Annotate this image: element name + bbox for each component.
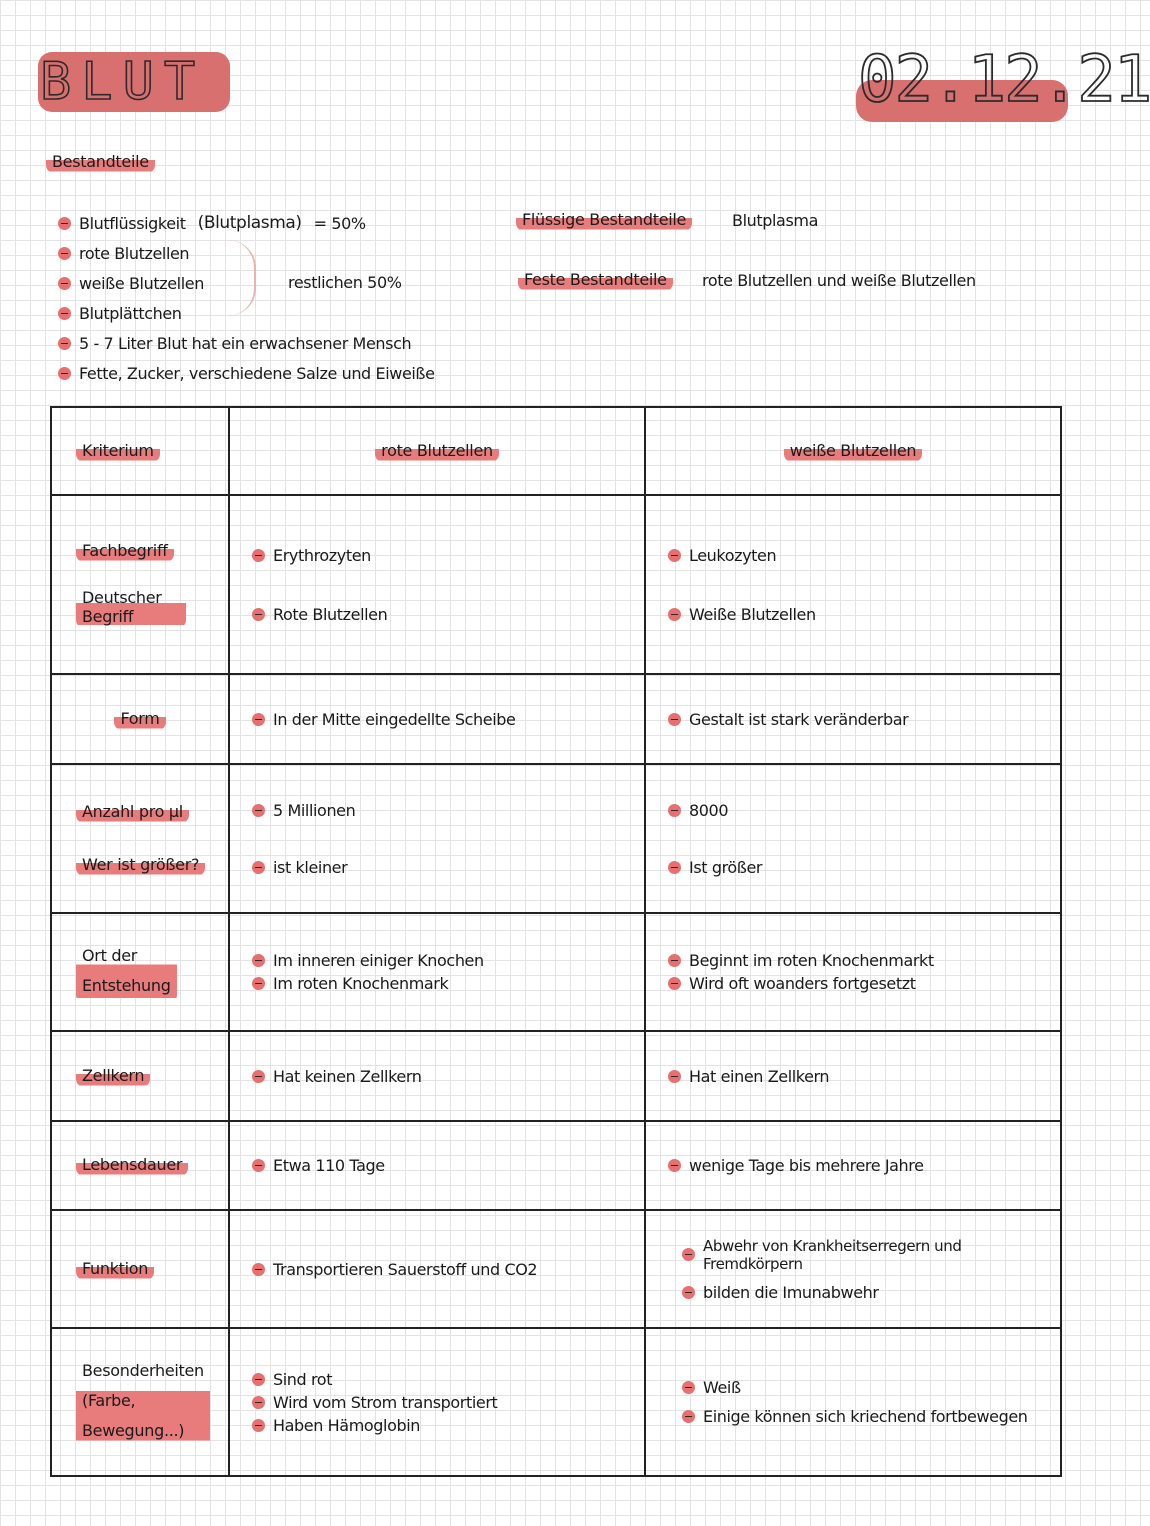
bullet-icon [668, 549, 681, 562]
red-cell: Erythrozyten Rote Blutzellen [229, 495, 645, 674]
list-item: 5 - 7 Liter Blut hat ein erwachsener Mensch [58, 328, 435, 358]
solid-label: Feste Bestandteile [518, 270, 673, 291]
header-criterion: Kriterium [51, 407, 229, 495]
list-item: Fette, Zucker, verschiedene Salze und Eiweiße [58, 358, 435, 388]
bullet-icon [58, 247, 71, 260]
white-cell: Gestalt ist stark veränderbar [645, 674, 1061, 764]
white-cell: Beginnt im roten Knochenmarkt Wird oft woanders fortgesetzt [645, 913, 1061, 1031]
bullet-icon [682, 1410, 695, 1423]
criterion-cell: Lebensdauer [51, 1121, 229, 1210]
table-header-row [51, 407, 1061, 495]
plasma-note: (Blutplasma) [197, 213, 302, 233]
criterion-cell: Besonderheiten (Farbe, Bewegung...) [51, 1328, 229, 1476]
bullet-icon [252, 713, 265, 726]
section-heading: Bestandteile [46, 152, 155, 173]
red-cell: 5 Millionen ist kleiner [229, 764, 645, 913]
white-cell: Leukozyten Weiße Blutzellen [645, 495, 1061, 674]
white-cell: Hat einen Zellkern [645, 1031, 1061, 1121]
bullet-icon [682, 1381, 695, 1394]
red-cell: Transportieren Sauerstoff und CO2 [229, 1210, 645, 1328]
bullet-icon [58, 307, 71, 320]
bullet-icon [252, 549, 265, 562]
criterion-cell: Anzahl pro µl Wer ist größer? [51, 764, 229, 913]
criterion-cell: Form [51, 674, 229, 764]
liquid-label: Flüssige Bestandteile [516, 210, 692, 231]
criterion-cell: Zellkern [51, 1031, 229, 1121]
bullet-icon [252, 977, 265, 990]
rest-label: restlichen 50% [288, 273, 402, 292]
liquid-value: Blutplasma [732, 211, 818, 230]
red-cell: Im inneren einiger Knochen Im roten Knochenmark [229, 913, 645, 1031]
bullet-icon [252, 1263, 265, 1276]
bullet-icon [668, 1070, 681, 1083]
bullet-icon [668, 804, 681, 817]
bullet-icon [252, 1070, 265, 1083]
table-row [51, 1328, 1061, 1476]
white-cell: Abwehr von Krankheitserregern und Fremdkörpern bilden die Imunabwehr [645, 1210, 1061, 1328]
table-row [51, 1121, 1061, 1210]
table-row [51, 764, 1061, 913]
criterion-cell: Fachbegriff Deutscher Begriff [51, 495, 229, 674]
bullet-icon [252, 608, 265, 621]
page-title: BLUT [40, 52, 206, 112]
red-cell: Sind rot Wird vom Strom transportiert Haben Hämoglobin [229, 1328, 645, 1476]
red-cell: In der Mitte eingedellte Scheibe [229, 674, 645, 764]
criterion-cell: Ort der Entstehung [51, 913, 229, 1031]
white-cell: wenige Tage bis mehrere Jahre [645, 1121, 1061, 1210]
list-item: weiße Blutzellen [58, 268, 435, 298]
bullet-icon [252, 1373, 265, 1386]
table-row [51, 913, 1061, 1031]
bullet-icon [252, 1419, 265, 1432]
white-cell: Weiß Einige können sich kriechend fortbewegen [645, 1328, 1061, 1476]
bullet-icon [58, 367, 71, 380]
solid-value: rote Blutzellen und weiße Blutzellen [702, 271, 976, 290]
red-cell: Hat keinen Zellkern [229, 1031, 645, 1121]
bullet-icon [58, 217, 71, 230]
header-red-cells: rote Blutzellen [229, 407, 645, 495]
bullet-icon [252, 1159, 265, 1172]
bullet-icon [252, 861, 265, 874]
bullet-icon [682, 1248, 695, 1261]
list-item: rote Blutzellen [58, 238, 435, 268]
list-item: Blutflüssigkeit (Blutplasma) = 50% [58, 208, 435, 238]
bullet-icon [668, 977, 681, 990]
bullet-icon [668, 954, 681, 967]
bullet-icon [58, 337, 71, 350]
bullet-icon [668, 861, 681, 874]
bullet-icon [668, 608, 681, 621]
bullet-icon [668, 1159, 681, 1172]
criterion-cell: Funktion [51, 1210, 229, 1328]
page-date: 02.12.21 [858, 43, 1150, 117]
table-row [51, 495, 1061, 674]
bullet-icon [252, 954, 265, 967]
table-row [51, 1031, 1061, 1121]
comparison-table [50, 406, 1062, 1477]
plasma-value: = 50% [313, 213, 366, 233]
table-row [51, 674, 1061, 764]
bullet-icon [252, 804, 265, 817]
bullet-icon [252, 1396, 265, 1409]
bullet-icon [668, 713, 681, 726]
bullet-icon [58, 277, 71, 290]
red-cell: Etwa 110 Tage [229, 1121, 645, 1210]
table-row [51, 1210, 1061, 1328]
white-cell: 8000 Ist größer [645, 764, 1061, 913]
list-item: Blutplättchen [58, 298, 435, 328]
bullet-icon [682, 1286, 695, 1299]
header-white-cells: weiße Blutzellen [645, 407, 1061, 495]
